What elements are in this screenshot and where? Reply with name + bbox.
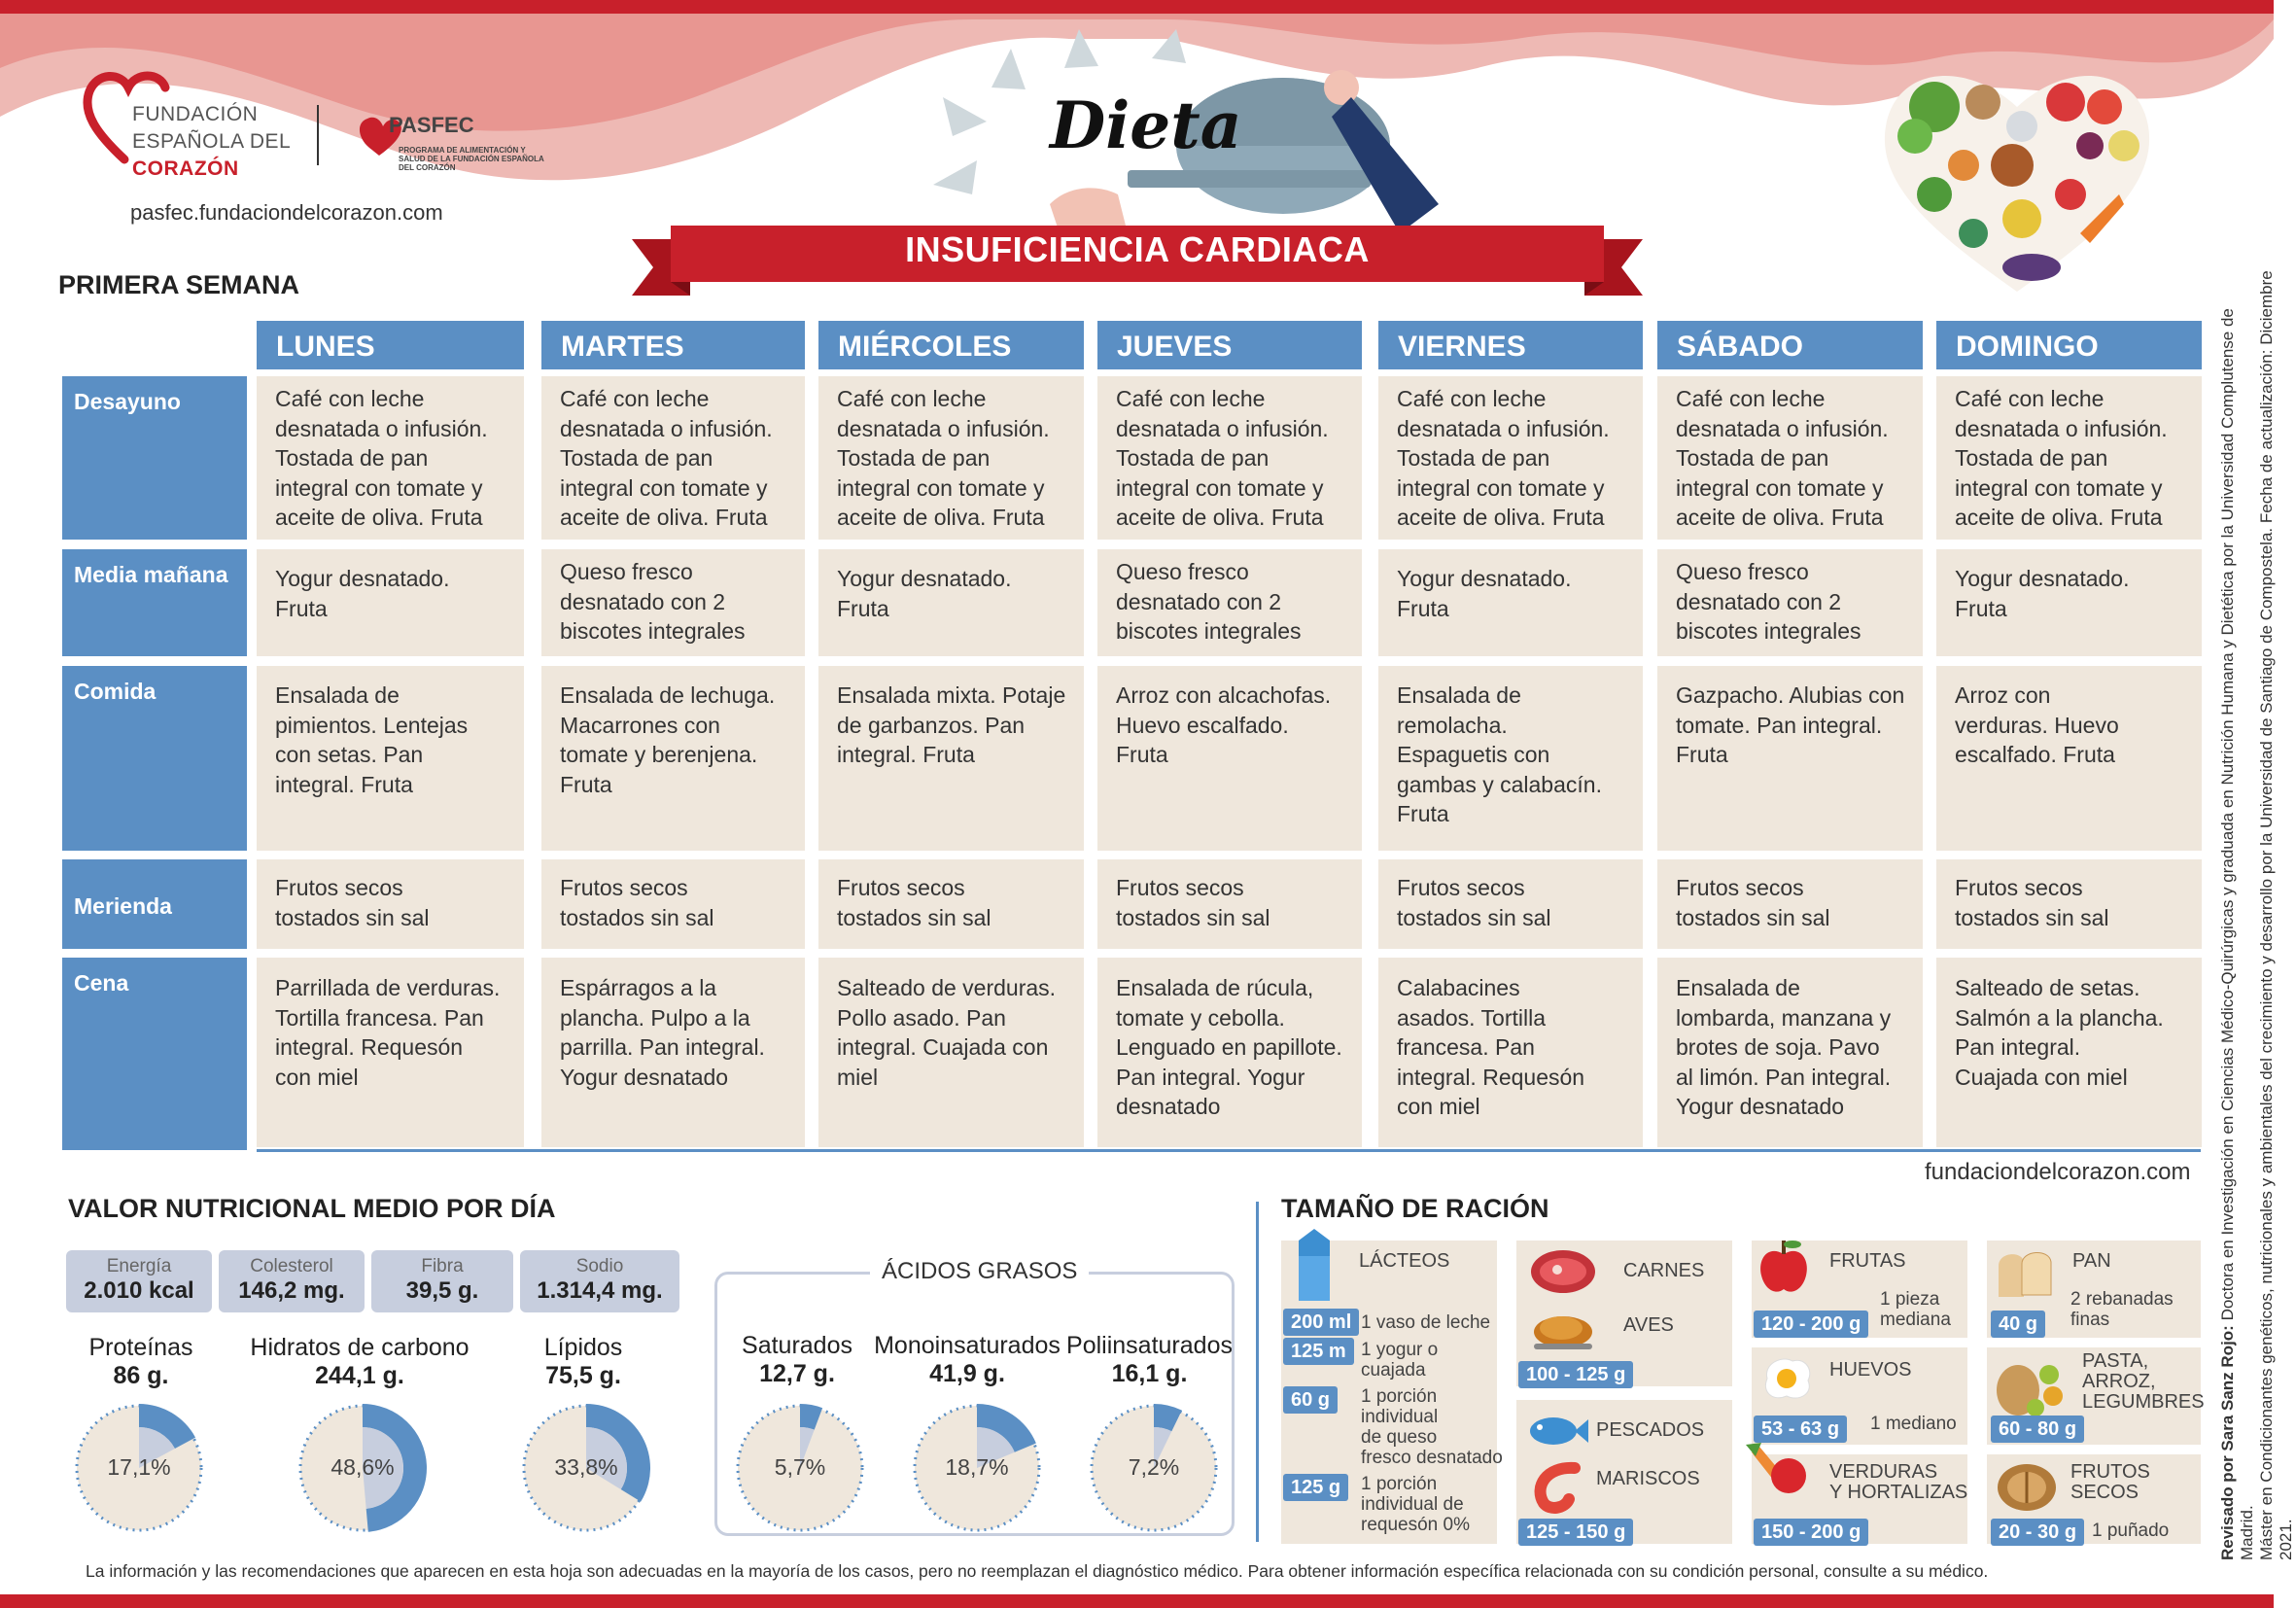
menu-cell-media-manana-viernes: Yogur desnatado. Fruta [1378, 549, 1643, 656]
donut-saturados-label: 5,7% [774, 1454, 826, 1480]
racion-lacteos-desc-2: 1 yogur o cuajada [1361, 1340, 1439, 1381]
racion-pan-name: PAN [2072, 1250, 2111, 1272]
pasfec-logo-name: PASFEC [389, 113, 474, 137]
menu-cell-media-manana-miercoles: Yogur desnatado. Fruta [818, 549, 1084, 656]
bottom-red-bar [0, 1594, 2274, 1608]
menu-cell-cena-lunes: Parrillada de verduras. Tortilla francesa. Pan integral. Requesón con miel [257, 958, 524, 1147]
milk-carton-icon [1291, 1227, 1338, 1303]
menu-cell-comida-sabado: Gazpacho. Alubias con tomate. Pan integral. Fruta [1657, 666, 1923, 851]
macro-proteinas: Proteínas 86 g. [88, 1334, 193, 1389]
menu-cell-cena-jueves: Ensalada de rúcula, tomate y cebolla. Lenguado en papillote. Pan integral. Yogur desnatado [1097, 958, 1362, 1147]
stat-fibra: Fibra 39,5 g. [371, 1250, 513, 1312]
racion-pescados-name: PESCADOS [1596, 1419, 1705, 1441]
menu-cell-desayuno-jueves: Café con leche desnatada o infusión. Tostada de pan integral con tomate y aceite de oliva. Fruta [1097, 376, 1362, 540]
menu-cell-merienda-domingo: Frutos secos tostados sin sal [1936, 859, 2202, 949]
menu-cell-comida-domingo: Arroz con verduras. Huevo escalfado. Fruta [1936, 666, 2202, 851]
macro-hidratos: Hidratos de carbono 244,1 g. [250, 1334, 470, 1389]
week-label: PRIMERA SEMANA [58, 270, 300, 299]
racion-frutas-desc: 1 pieza mediana [1880, 1289, 1951, 1330]
stat-colesterol: Colesterol 146,2 mg. [219, 1250, 365, 1312]
reviewer-line-1: Doctora en Investigación en Ciencias Médico-Quirúrgicas y graduada en Nutrición Humana y Dietética por la Universidad Complutense de Madrid. [2218, 308, 2256, 1560]
menu-cell-desayuno-miercoles: Café con leche desnatada o infusión. Tostada de pan integral con tomate y aceite de oliva. Fruta [818, 376, 1084, 540]
page-title: INSUFICIENCIA CARDIACA [905, 229, 1370, 269]
reviewer-credit [2218, 267, 2296, 1560]
day-header-jueves: JUEVES [1097, 321, 1362, 369]
menu-cell-cena-domingo: Salteado de setas. Salmón a la plancha. Pan integral. Cuajada con miel [1936, 958, 2202, 1147]
menu-cell-merienda-lunes: Frutos secos tostados sin sal [257, 859, 524, 949]
menu-cell-desayuno-sabado: Café con leche desnatada o infusión. Tostada de pan integral con tomate y aceite de oliva. Fruta [1657, 376, 1923, 540]
menu-cell-desayuno-domingo: Café con leche desnatada o infusión. Tostada de pan integral con tomate y aceite de oliva. Fruta [1936, 376, 2202, 540]
menu-cell-cena-martes: Espárragos a la plancha. Pulpo a la parrilla. Pan integral. Yogur desnatado [541, 958, 805, 1147]
fundacion-website-link[interactable]: fundaciondelcorazon.com [1925, 1159, 2191, 1185]
racion-frutas-name: FRUTAS [1829, 1250, 1906, 1272]
racion-lacteos-desc-4: 1 porción individual de requesón 0% [1361, 1474, 1470, 1535]
racion-lacteos-desc-1: 1 vaso de leche [1361, 1312, 1491, 1333]
bread-icon [1993, 1246, 2057, 1301]
racion-aves-name: AVES [1623, 1314, 1674, 1336]
day-header-sabado: SÁBADO [1657, 321, 1923, 369]
donut-monoinsaturados-label: 18,7% [945, 1454, 1009, 1480]
meal-label-desayuno: Desayuno [62, 376, 247, 540]
fried-egg-icon [1759, 1355, 1814, 1402]
menu-cell-cena-miercoles: Salteado de verduras. Pollo asado. Pan integral. Cuajada con miel [818, 958, 1084, 1147]
menu-cell-cena-viernes: Calabacines asados. Tortilla francesa. Pan integral. Requesón con miel [1378, 958, 1643, 1147]
pasfec-website-link[interactable]: pasfec.fundaciondelcorazon.com [130, 200, 443, 225]
racion-frutas-qty: 120 - 200 g [1754, 1311, 1868, 1338]
donut-poliinsaturados-label: 7,2% [1128, 1454, 1180, 1480]
meal-label-merienda: Merienda [62, 859, 247, 949]
stat-energia: Energía 2.010 kcal [66, 1250, 212, 1312]
menu-cell-comida-miercoles: Ensalada mixta. Potaje de garbanzos. Pan integral. Fruta [818, 666, 1084, 851]
macro-lipidos: Lípidos 75,5 g. [543, 1334, 623, 1389]
racion-frutos-secos-name: FRUTOS SECOS [2070, 1461, 2150, 1503]
fish-icon [1522, 1412, 1590, 1451]
day-header-viernes: VIERNES [1378, 321, 1643, 369]
shrimp-icon [1526, 1458, 1588, 1513]
menu-cell-merienda-sabado: Frutos secos tostados sin sal [1657, 859, 1923, 949]
racion-section-title: TAMAÑO DE RACIÓN [1281, 1194, 1549, 1223]
meal-label-media-manana: Media mañana [62, 549, 247, 656]
racion-verduras-qty: 150 - 200 g [1754, 1519, 1868, 1546]
menu-cell-cena-sabado: Ensalada de lombarda, manzana y brotes de soja. Pavo al limón. Pan integral. Yogur desnatado [1657, 958, 1923, 1147]
menu-cell-comida-viernes: Ensalada de remolacha. Espaguetis con gambas y calabacín. Fruta [1378, 666, 1643, 851]
disclaimer-text: La información y las recomendaciones que aparecen en esta hoja son adecuadas en la mayoría de los casos, pero no reemplazan el diagnóstico médico. Para obtener información específica relacionada con su condición personal, consulte a su médico. [86, 1561, 1989, 1581]
donut-hidratos-label: 48,6% [330, 1454, 395, 1480]
acid-poliinsaturados: Poliinsaturados 16,1 g. [1066, 1332, 1233, 1387]
day-header-domingo: DOMINGO [1936, 321, 2202, 369]
vegetable-heart-illustration [1876, 49, 2158, 301]
racion-pasta-qty: 60 - 80 g [1991, 1416, 2084, 1443]
racion-lacteos-qty-1: 200 ml [1283, 1309, 1359, 1336]
acid-saturados: Saturados 12,7 g. [742, 1332, 852, 1387]
racion-mariscos-name: MARISCOS [1596, 1468, 1700, 1489]
menu-cell-media-manana-sabado: Queso fresco desnatado con 2 biscotes integrales [1657, 549, 1923, 656]
menu-cell-desayuno-viernes: Café con leche desnatada o infusión. Tostada de pan integral con tomate y aceite de oliva. Fruta [1378, 376, 1643, 540]
dieta-title: Dieta [1050, 87, 1242, 163]
meal-label-comida: Comida [62, 666, 247, 851]
acid-monoinsaturados: Monoinsaturados 41,9 g. [874, 1332, 1061, 1387]
apple-icon [1757, 1237, 1810, 1295]
fec-logo-text: FUNDACIÓN ESPAÑOLA DEL CORAZÓN [132, 103, 292, 180]
menu-cell-comida-martes: Ensalada de lechuga. Macarrones con tomate y berenjena. Fruta [541, 666, 805, 851]
racion-pescados-qty: 125 - 150 g [1518, 1519, 1633, 1546]
racion-pasta-name: PASTA, ARROZ, LEGUMBRES [2082, 1350, 2205, 1413]
racion-frutos-secos-qty: 20 - 30 g [1991, 1519, 2084, 1546]
reviewer-line-2: Máster en Condicionantes genéticos, nutricionales y ambientales del crecimiento y desarrollo por la Universidad de Santiago de Compostela. Fecha de actualización: Diciembre 2021. [2257, 270, 2295, 1560]
donut-lipidos-label: 33,8% [554, 1454, 618, 1480]
walnut-icon [1993, 1458, 2061, 1517]
steak-icon [1528, 1246, 1598, 1297]
racion-lacteos-name: LÁCTEOS [1359, 1250, 1450, 1272]
racion-carnes-name: CARNES [1623, 1260, 1705, 1281]
racion-verduras-name: VERDURAS Y HORTALIZAS [1829, 1461, 1968, 1503]
fatty-acids-title: ÁCIDOS GRASOS [870, 1258, 1089, 1285]
meal-label-cena: Cena [62, 958, 247, 1150]
day-header-miercoles: MIÉRCOLES [818, 321, 1084, 369]
menu-cell-media-manana-lunes: Yogur desnatado. Fruta [257, 549, 524, 656]
menu-cell-merienda-viernes: Frutos secos tostados sin sal [1378, 859, 1643, 949]
racion-huevos-name: HUEVOS [1829, 1359, 1912, 1381]
racion-lacteos-qty-2: 125 m [1283, 1338, 1354, 1365]
menu-cell-merienda-miercoles: Frutos secos tostados sin sal [818, 859, 1084, 949]
racion-pan-qty: 40 g [1991, 1311, 2045, 1338]
day-header-martes: MARTES [541, 321, 805, 369]
pasfec-logo-subtitle: PROGRAMA DE ALIMENTACIÓN Y SALUD DE LA FUNDACIÓN ESPAÑOLA DEL CORAZÓN [399, 146, 544, 172]
menu-cell-comida-lunes: Ensalada de pimientos. Lentejas con setas. Pan integral. Fruta [257, 666, 524, 851]
racion-lacteos-desc-3: 1 porción individual de queso fresco desnatado [1361, 1386, 1503, 1468]
racion-lacteos-qty-3: 60 g [1283, 1386, 1338, 1414]
menu-cell-comida-jueves: Arroz con alcachofas. Huevo escalfado. Fruta [1097, 666, 1362, 851]
day-header-lunes: LUNES [257, 321, 524, 369]
racion-carnes-qty: 100 - 125 g [1518, 1361, 1633, 1388]
menu-cell-merienda-jueves: Frutos secos tostados sin sal [1097, 859, 1362, 949]
vegetables-icon [1742, 1439, 1816, 1507]
stat-sodio: Sodio 1.314,4 mg. [520, 1250, 679, 1312]
racion-lacteos-qty-4: 125 g [1283, 1474, 1348, 1501]
pasta-legumes-icon [1993, 1353, 2070, 1419]
racion-pan-desc: 2 rebanadas finas [2070, 1289, 2174, 1330]
reviewer-name: Revisado por Sara Sanz Rojo: [2218, 1325, 2237, 1560]
menu-cell-merienda-martes: Frutos secos tostados sin sal [541, 859, 805, 949]
menu-cell-media-manana-domingo: Yogur desnatado. Fruta [1936, 549, 2202, 656]
menu-cell-desayuno-lunes: Café con leche desnatada o infusión. Tostada de pan integral con tomate y aceite de oliva. Fruta [257, 376, 524, 540]
nutrition-section-title: VALOR NUTRICIONAL MEDIO POR DÍA [68, 1194, 556, 1223]
section-divider [1256, 1202, 1259, 1542]
logo-divider [317, 105, 319, 165]
table-bottom-rule [257, 1149, 2201, 1152]
racion-huevos-desc: 1 mediano [1870, 1414, 1957, 1434]
menu-cell-media-manana-jueves: Queso fresco desnatado con 2 biscotes integrales [1097, 549, 1362, 656]
menu-cell-desayuno-martes: Café con leche desnatada o infusión. Tostada de pan integral con tomate y aceite de oliva. Fruta [541, 376, 805, 540]
racion-huevos-qty: 53 - 63 g [1754, 1416, 1847, 1443]
menu-cell-media-manana-martes: Queso fresco desnatado con 2 biscotes integrales [541, 549, 805, 656]
racion-frutos-secos-desc: 1 puñado [2092, 1521, 2170, 1541]
donut-proteinas-label: 17,1% [107, 1454, 171, 1480]
roast-chicken-icon [1528, 1303, 1598, 1351]
